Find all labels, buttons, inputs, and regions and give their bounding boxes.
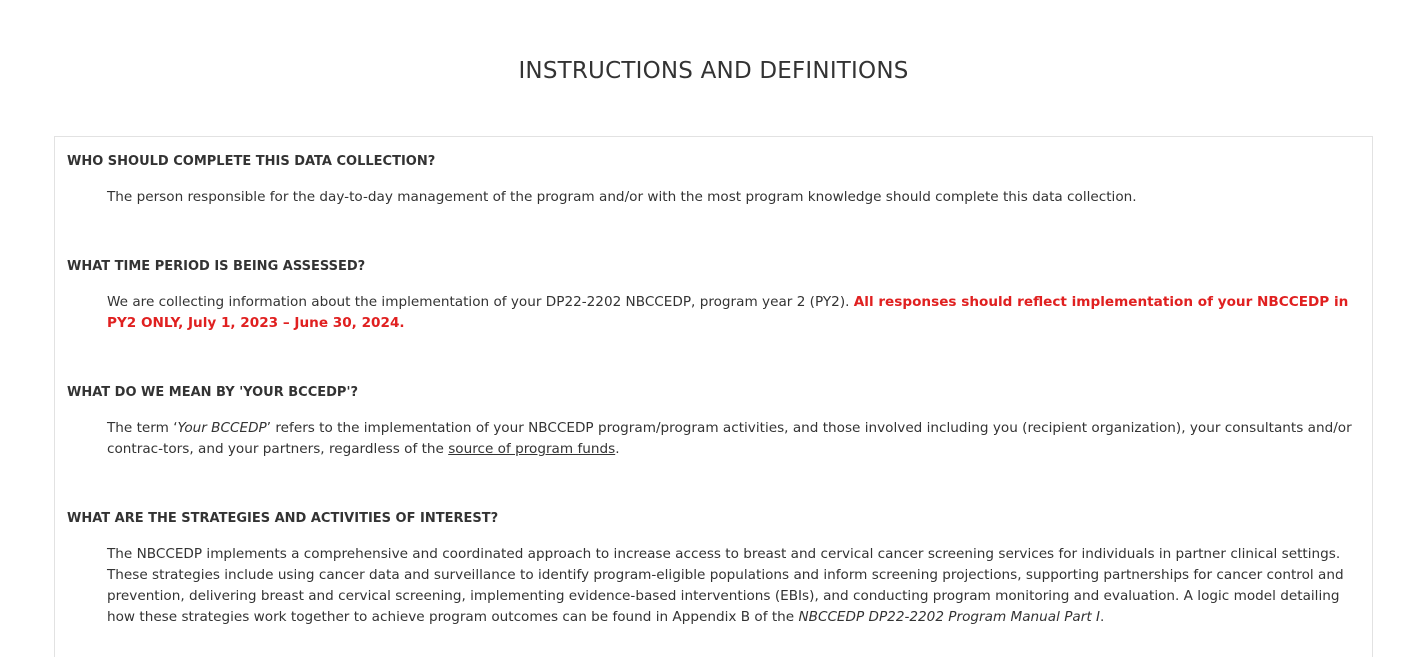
section-body-time-period [107,292,1359,334]
your-bccedp-text-post: . [615,441,620,457]
program-manual-title: NBCCEDP DP22-2202 Program Manual Part I [798,609,1100,625]
section-heading-time-period: WHAT TIME PERIOD IS BEING ASSESSED? [67,259,366,274]
your-bccedp-text-pre: The term ‘ [107,420,178,436]
your-bccedp-term: Your BCCEDP [177,420,267,436]
section-body-your-bccedp [107,418,1359,460]
section-body-strategies [107,544,1359,628]
section-heading-your-bccedp: WHAT DO WE MEAN BY 'YOUR BCCEDP'? [67,385,358,400]
instructions-panel [54,136,1373,657]
strategies-text-post: . [1100,609,1105,625]
section-heading-strategies: WHAT ARE THE STRATEGIES AND ACTIVITIES OF INTEREST? [67,511,499,526]
section-heading-who: WHO SHOULD COMPLETE THIS DATA COLLECTION? [67,154,436,169]
strategies-text: The NBCCEDP implements a comprehensive and coordinated approach to increase access to breast and cervical cancer screening services for individuals in partner clinical settings. These strategies include using cancer data and surveillance to identify program-eligible populations and inform screening projections, supporting partnerships for cancer control and prevention, delivering breast and cervical screening, implementing evidence-based interventions (EBIs), and conducting program monitoring and evaluation. A logic model detailing how these strategies work together to achieve program outcomes can be found in Appendix B of the [107,546,1344,625]
your-bccedp-text-mid: ’ refers to the implementation of your NBCCEDP program/program activities, and those involved including you (recipient organization), your consultants and/or contrac-tors, and your partners, regardless of the [107,420,1352,457]
source-of-program-funds-link[interactable]: source of program funds [448,441,616,457]
section-body-who: The person responsible for the day-to-day management of the program and/or with the most program knowledge should complete this data collection. [107,189,1137,205]
page-title: INSTRUCTIONS AND DEFINITIONS [518,58,909,84]
time-period-highlight: All responses should reflect implementation of your NBCCEDP in PY2 ONLY, July 1, 2023 – June 30, 2024. [107,294,1349,331]
time-period-text: We are collecting information about the implementation of your DP22-2202 NBCCEDP, program year 2 (PY2). [107,294,854,310]
